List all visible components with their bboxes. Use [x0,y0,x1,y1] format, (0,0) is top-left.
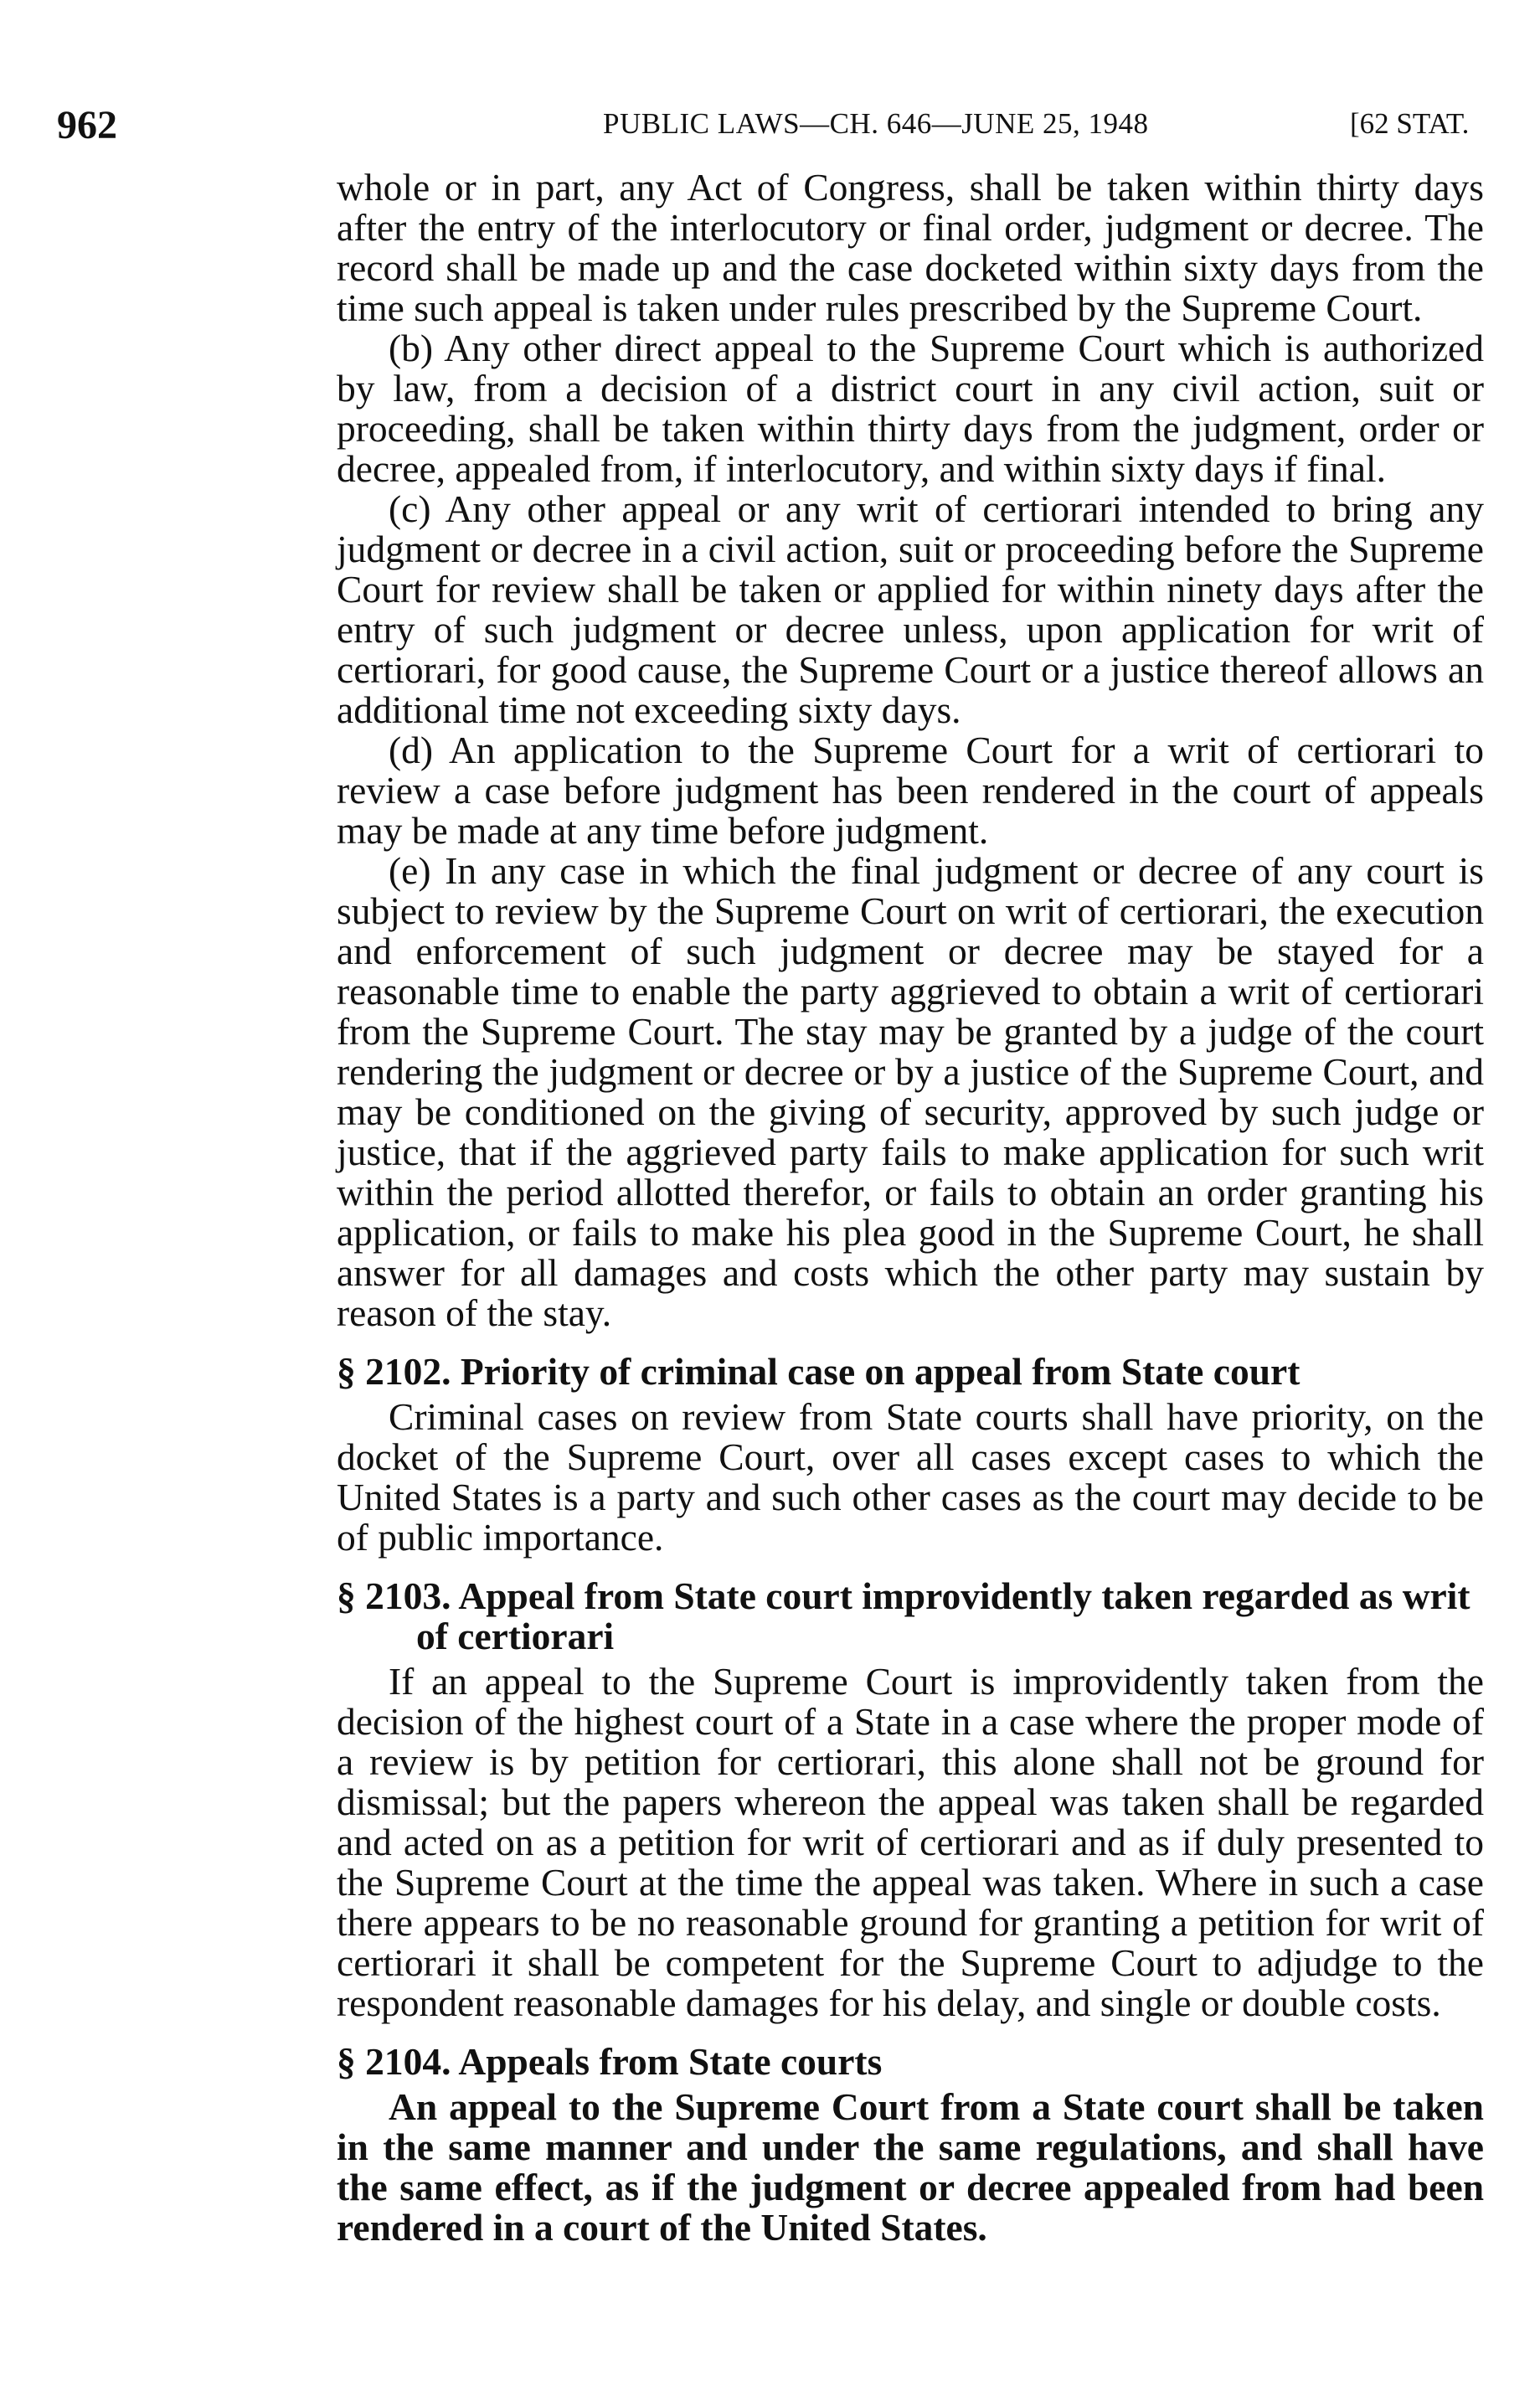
running-header [0,102,1540,152]
section-2102-text: Criminal cases on review from State courts shall have priority, on the docket of the Supreme Court, over all cases except cases to which the United States is a party and such other cases as the court may decide to be of public importance. [337,1395,1484,1559]
header-title: PUBLIC LAWS—CH. 646—JUNE 25, 1948 [603,107,1149,140]
body-text [337,167,1484,2248]
continuation-paragraph: whole or in part, any Act of Congress, shall be taken within thirty days after the entry of the interlocutory or final order, judgment or decree. The record shall be made up and the case docketed within sixty days from the time such appeal is taken under rules prescribed by the Supreme Court. [337,166,1484,329]
section-2102-heading: § 2102. Priority of criminal case on appeal from State court [337,1350,1301,1393]
page-number: 962 [57,103,117,147]
section-2103-text: If an appeal to the Supreme Court is improvidently taken from the decision of the highest court of a State in a case where the proper mode of a review is by petition for certiorari, this alone shall not be ground for dismissal; but the papers whereon the appeal was taken shall be regarded and acted on as a petition for writ of certiorari and as if duly presented to the Supreme Court at the time the appeal was taken. Where in such a case there appears to be no reasonable ground for granting a petition for writ of certiorari it shall be competent for the Supreme Court to adjudge to the respondent reasonable damages for his delay, and single or double costs. [337,1660,1484,2024]
subsection-b: (b) Any other direct appeal to the Supreme Court which is authorized by law, from a decision of a district court in any civil action, suit or proceeding, shall be taken within thirty days from the judgment, order or decree, appealed from, if interlocutory, and within sixty days if final. [337,327,1484,490]
subsection-d: (d) An application to the Supreme Court for a writ of certiorari to review a case before judgment has been rendered in the court of appeals may be made at any time before judgment. [337,729,1484,852]
statute-reference: [62 STAT. [1350,107,1470,140]
section-2103-heading: § 2103. Appeal from State court improvidently taken regarded as writ of certiorari [337,1574,1470,1657]
subsection-e: (e) In any case in which the final judgment or decree of any court is subject to review by the Supreme Court on writ of certiorari, the execution and enforcement of such judgment or decree may be stayed for a reasonable time to enable the party aggrieved to obtain a writ of certiorari from the Supreme Court. The stay may be granted by a judge of the court rendering the judgment or decree or by a justice of the Supreme Court, and may be conditioned on the giving of security, approved by such judge or justice, that if the aggrieved party fails to make application for such writ within the period allotted therefor, or fails to obtain an order granting his application, or fails to make his plea good in the Supreme Court, he shall answer for all damages and costs which the other party may sustain by reason of the stay. [337,849,1484,1334]
section-2104-text: An appeal to the Supreme Court from a State court shall be taken in the same manner and under the same regulations, and shall have the same effect, as if the judgment or decree appealed from had been rendered in a court of the United States. [337,2085,1484,2249]
subsection-c: (c) Any other appeal or any writ of certiorari intended to bring any judgment or decree in a civil action, suit or proceeding before the Supreme Court for review shall be taken or applied for within ninety days after the entry of such judgment or decree unless, upon application for writ of certiorari, for good cause, the Supreme Court or a justice thereof allows an additional time not exceeding sixty days. [337,487,1484,731]
section-2104-heading: § 2104. Appeals from State courts [337,2040,883,2083]
